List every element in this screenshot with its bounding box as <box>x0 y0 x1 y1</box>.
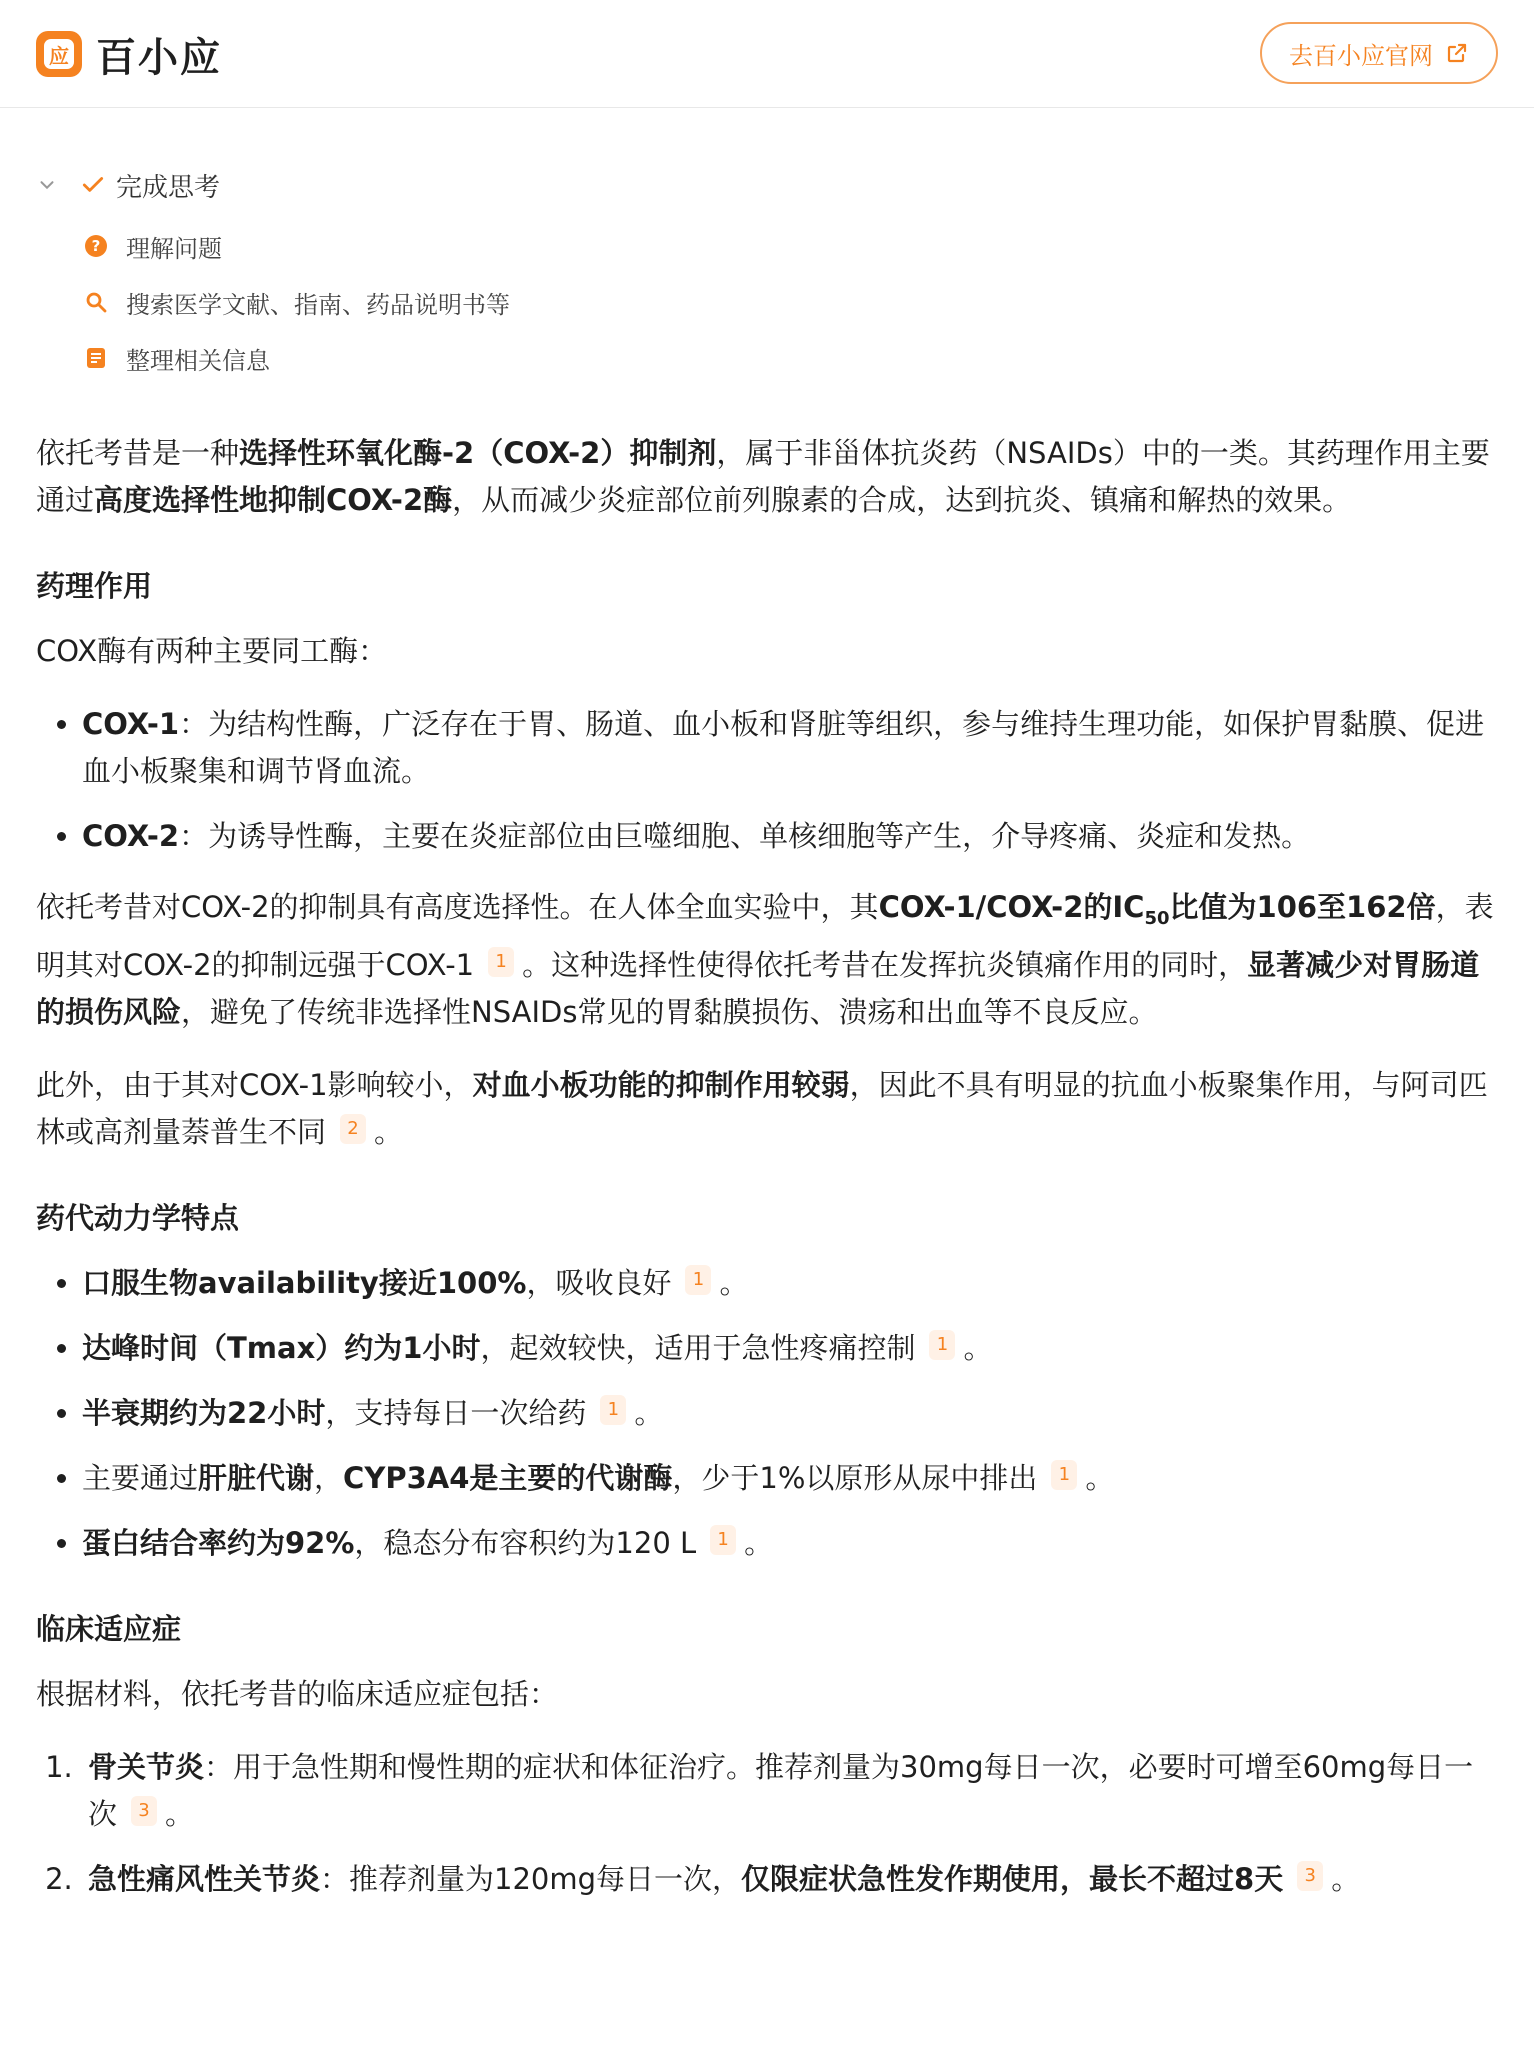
thinking-panel <box>36 162 510 386</box>
external-link-icon <box>1445 41 1469 65</box>
go-official-site-button[interactable] <box>1260 22 1498 84</box>
citation-badge[interactable]: 1 <box>600 1395 626 1425</box>
chevron-down-icon <box>36 174 58 196</box>
svg-text:?: ? <box>91 237 101 255</box>
citation-badge[interactable]: 1 <box>1051 1460 1077 1490</box>
thinking-step: 搜索医学文献、指南、药品说明书等 <box>84 274 510 330</box>
check-icon <box>80 172 106 198</box>
thinking-toggle[interactable] <box>36 162 510 208</box>
section-heading-pharmacokinetics: 药代动力学特点 <box>36 1200 240 1235</box>
paragraph: 依托考昔对COX-2的抑制具有高度选择性。在人体全血实验中，其COX-1/COX-2的$IC_{50}$比值为106至162倍，表明其对COX-2的抑制远强于COX-1 1 。这种选择性使得依托考昔在发挥抗炎镇痛作用的同时，显著减少对胃肠道的损伤风险，避免了传统非选择性NSAIDs常见的胃黏膜损伤、溃疡和出血等不良反应。 <box>36 890 1494 1029</box>
app-logo-icon: 应 <box>36 31 82 77</box>
site-button-label: 去百小应官网 <box>1289 41 1433 70</box>
top-bar <box>0 0 1534 108</box>
citation-badge[interactable]: 3 <box>131 1796 157 1826</box>
list-item: • 达峰时间（Tmax）约为1小时，起效较快，适用于急性疼痛控制 1 。 <box>82 1325 1502 1372</box>
indication-list <box>36 1744 1502 1903</box>
thinking-step: 整理相关信息 <box>84 330 510 386</box>
citation-badge[interactable]: 1 <box>929 1330 955 1360</box>
document-icon <box>84 346 108 370</box>
paragraph: 根据材料，依托考昔的临床适应症包括： <box>36 1676 559 1711</box>
list-item: • 主要通过肝脏代谢，CYP3A4是主要的代谢酶，少于1%以原形从尿中排出 1 。 <box>82 1455 1502 1502</box>
thinking-steps <box>84 218 510 386</box>
cox-list <box>36 701 1502 860</box>
answer-content <box>36 430 1502 1927</box>
pk-list <box>36 1260 1502 1567</box>
brand-name: 百小应 <box>96 34 222 81</box>
section-heading-indications: 临床适应症 <box>36 1611 182 1646</box>
thinking-step: ? 理解问题 <box>84 218 510 274</box>
list-item: 2. 急性痛风性关节炎：推荐剂量为120mg每日一次，仅限症状急性发作期使用，最长不超过8天 3 。 <box>82 1856 1502 1903</box>
intro-paragraph: 依托考昔是一种选择性环氧化酶-2（COX-2）抑制剂，属于非甾体抗炎药（NSAIDs）中的一类。其药理作用主要通过高度选择性地抑制COX-2酶，从而减少炎症部位前列腺素的合成，达到抗炎、镇痛和解热的效果。 <box>36 436 1490 517</box>
citation-badge[interactable]: 1 <box>685 1265 711 1295</box>
question-icon <box>84 234 108 258</box>
paragraph: COX酶有两种主要同工酶： <box>36 634 388 668</box>
citation-badge[interactable]: 3 <box>1297 1861 1323 1891</box>
list-item: • 蛋白结合率约为92%，稳态分布容积约为120 L 1 。 <box>82 1520 1502 1567</box>
paragraph: 此外，由于其对COX-1影响较小，对血小板功能的抑制作用较弱，因此不具有明显的抗血小板聚集作用，与阿司匹林或高剂量萘普生不同 2 。 <box>36 1067 1488 1149</box>
list-item: • COX-2：为诱导性酶，主要在炎症部位由巨噬细胞、单核细胞等产生，介导疼痛、炎症和发热。 <box>82 813 1502 860</box>
list-item: • 口服生物availability接近100%，吸收良好 1 。 <box>82 1260 1502 1307</box>
list-item: 1. 骨关节炎：用于急性期和慢性期的症状和体征治疗。推荐剂量为30mg每日一次，必要时可增至60mg每日一次 3 。 <box>82 1744 1502 1838</box>
search-icon <box>84 290 108 314</box>
brand-logo[interactable] <box>36 30 222 81</box>
section-heading-pharmacology: 药理作用 <box>36 569 153 603</box>
citation-badge[interactable]: 2 <box>340 1114 366 1144</box>
citation-badge[interactable]: 1 <box>710 1525 736 1555</box>
list-item: • COX-1：为结构性酶，广泛存在于胃、肠道、血小板和肾脏等组织，参与维持生理功能，如保护胃黏膜、促进血小板聚集和调节肾血流。 <box>82 701 1502 795</box>
thinking-title: 完成思考 <box>116 172 221 203</box>
citation-badge[interactable]: 1 <box>488 947 514 977</box>
list-item: • 半衰期约为22小时，支持每日一次给药 1 。 <box>82 1390 1502 1437</box>
